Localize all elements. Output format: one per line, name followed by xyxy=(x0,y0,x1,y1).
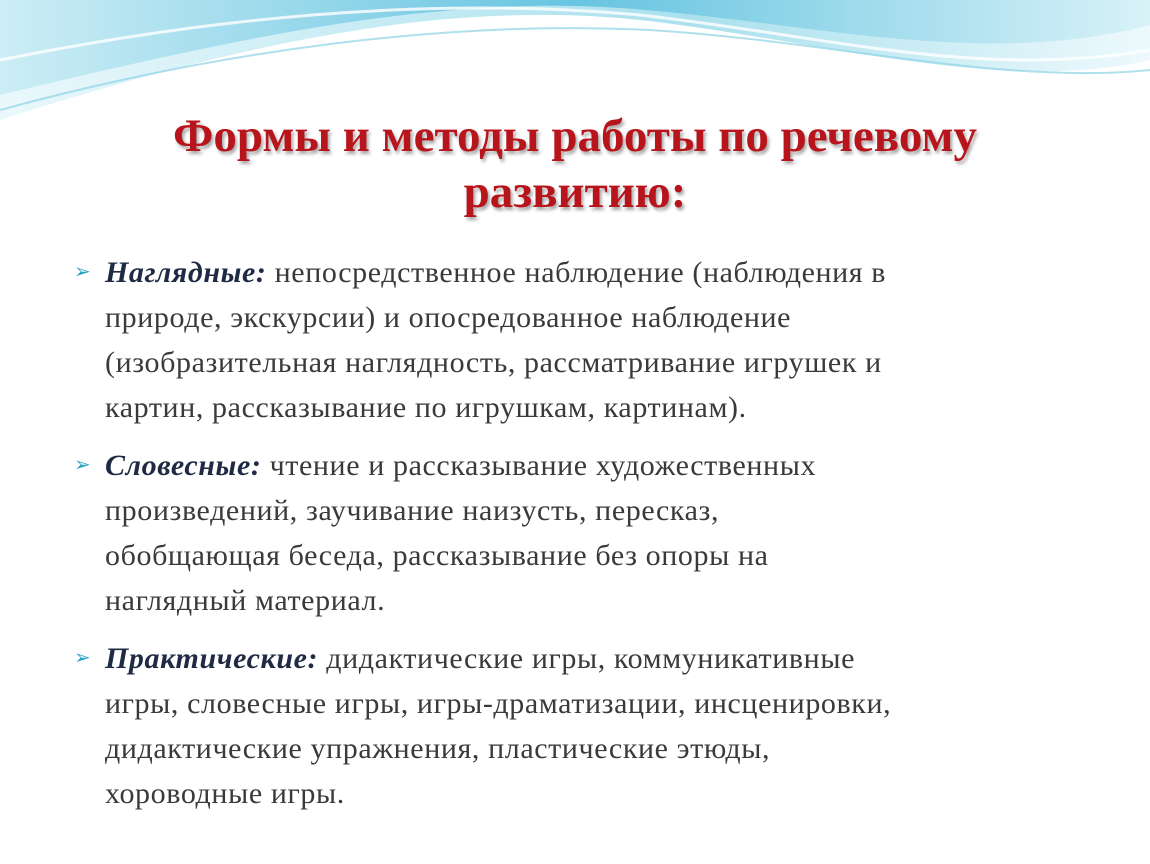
item-text: дидактические игры, коммуникативные xyxy=(326,642,856,675)
item-text: обобщающая беседа, рассказывание без опоры на xyxy=(105,539,769,572)
item-text: непосредственное наблюдение (наблюдения в xyxy=(274,256,887,289)
item-text: игры, словесные игры, игры-драматизации, инсценировки, xyxy=(105,687,892,720)
item-text: хороводные игры. xyxy=(105,777,345,810)
item-text: наглядный материал. xyxy=(105,584,386,617)
item-text: (изобразительная наглядность, рассматривание игрушек и xyxy=(105,346,882,379)
title-line-1: Формы и методы работы по речевому xyxy=(173,110,977,162)
item-text: произведений, заучивание наизусть, пересказ, xyxy=(105,494,720,527)
arrow-bullet-icon: ➢ xyxy=(74,261,91,283)
item-text: картин, рассказывание по игрушкам, картинам). xyxy=(105,391,747,424)
term-visual: Наглядные: xyxy=(105,256,267,289)
methods-list xyxy=(72,250,1082,829)
item-text: природе, экскурсии) и опосредованное наблюдение xyxy=(105,301,792,334)
term-verbal: Словесные: xyxy=(105,449,262,482)
title-line-2: развитию: xyxy=(463,166,687,218)
slide-title xyxy=(0,108,1150,220)
item-text: чтение и рассказывание художественных xyxy=(269,449,817,482)
list-item xyxy=(72,443,1082,623)
list-item xyxy=(72,250,1082,430)
item-text: дидактические упражнения, пластические этюды, xyxy=(105,732,771,765)
list-item xyxy=(72,636,1082,816)
arrow-bullet-icon: ➢ xyxy=(74,454,91,476)
arrow-bullet-icon: ➢ xyxy=(74,647,91,669)
term-practical: Практические: xyxy=(105,642,319,675)
